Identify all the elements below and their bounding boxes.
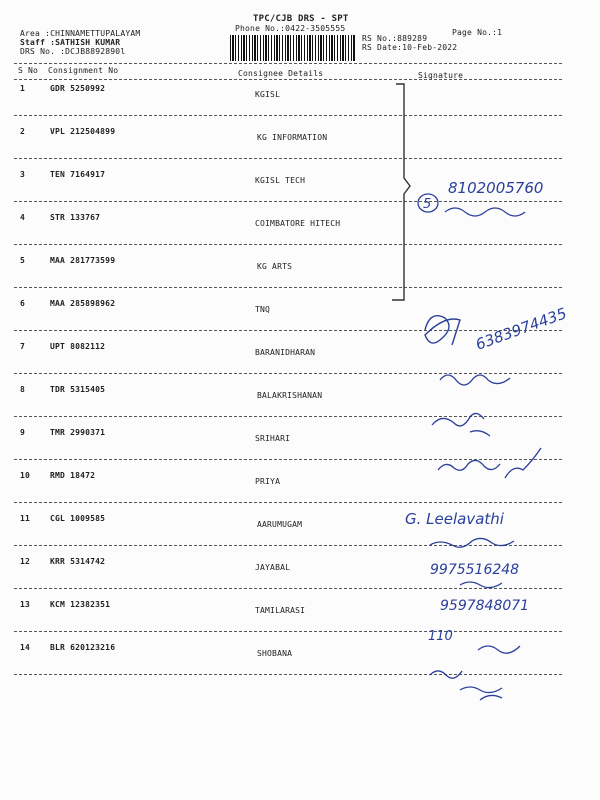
row-divider [14,158,562,159]
row-consignment-no: UPT 8082112 [50,342,106,351]
row-sno: 11 [20,514,31,523]
row-divider [14,545,562,546]
row-consignee: SRIHARI [255,434,291,443]
hw-count: 5 [423,197,432,212]
row-sno: 7 [20,342,26,351]
row-sno: 13 [20,600,31,609]
row-consignee: COIMBATORE HITECH [255,219,341,228]
doc-title: TPC/CJB DRS - SPT [253,14,349,24]
hw-phone-3: 9975516248 [430,562,520,578]
hw-phone-1: 8102005760 [448,179,544,197]
row-consignee: BARANIDHARAN [255,348,316,357]
hw-phone-2: 6383974435 [473,304,570,354]
col-consignee: Consignee Details [238,69,324,78]
row-consignment-no: CGL 1009585 [50,514,106,523]
row-consignment-no: TDR 5315405 [50,385,106,394]
row-divider [14,416,562,417]
row-consignment-no: VPL 212504899 [50,127,116,136]
row-sno: 9 [20,428,26,437]
row-divider [14,373,562,374]
row-consignment-no: MAA 281773599 [50,256,116,265]
row-divider [14,115,562,116]
row-divider [14,674,562,675]
row-consignee: PRIYA [255,477,281,486]
page-number: Page No.:1 [452,28,503,37]
row-consignment-no: GDR 5250992 [50,84,106,93]
rs-date: RS Date:10-Feb-2022 [362,43,458,52]
area-label: Area :CHINNAMETTUPALAYAM [20,29,141,38]
staff-label: Staff :SATHISH KUMAR [20,38,121,47]
row-divider [14,459,562,460]
rs-number: RS No.:889289 [362,34,428,43]
phone-number: Phone No.:0422-3505555 [235,24,346,33]
row-sno: 8 [20,385,26,394]
row-consignment-no: STR 133767 [50,213,101,222]
hw-name: G. Leelavathi [405,510,504,528]
row-sno: 6 [20,299,26,308]
signature-scribble-1 [445,208,525,216]
row-divider [14,201,562,202]
row-divider [14,631,562,632]
row-consignee: KGISL TECH [255,176,306,185]
hw-phone-4: 9597848071 [440,598,530,614]
signature-scribble-8 [460,582,502,588]
col-consignment: Consignment No [48,66,119,75]
row-sno: 10 [20,471,31,480]
signature-scribble-5 [438,460,500,470]
signature-scribble-3 [440,375,510,385]
row-consignment-no: KRR 5314742 [50,557,106,566]
col-signature: Signature [418,71,464,80]
row-sno: 4 [20,213,26,222]
circled-count [418,194,438,212]
row-consignee: BALAKRISHANAN [257,391,323,400]
row-consignee: SHOBANA [257,649,293,658]
row-consignee: KGISL [255,90,281,99]
row-sno: 14 [20,643,31,652]
row-consignee: TAMILARASI [255,606,306,615]
col-sno: S No [18,66,39,75]
drs-number: DRS No. :DCJB8892890l [20,47,126,56]
row-sno: 12 [20,557,31,566]
row-consignment-no: MAA 285898962 [50,299,116,308]
header-rule-top [14,63,562,64]
hw-number: 110 [428,629,453,644]
barcode [230,35,355,61]
signature-scribble-9 [430,646,520,700]
row-divider [14,502,562,503]
row-consignee: AARUMUGAM [257,520,303,529]
row-divider [14,287,562,288]
row-consignee: KG INFORMATION [257,133,328,142]
row-consignee: KG ARTS [257,262,293,271]
bracket-mark [392,84,410,300]
row-consignee: JAYABAL [255,563,291,572]
row-sno: 2 [20,127,26,136]
row-divider [14,330,562,331]
row-consignment-no: RMD 18472 [50,471,96,480]
row-sno: 5 [20,256,26,265]
row-consignment-no: TMR 2990371 [50,428,106,437]
row-consignment-no: BLR 620123216 [50,643,116,652]
row-consignment-no: KCM 12382351 [50,600,111,609]
row-divider [14,244,562,245]
row-consignment-no: TEN 7164917 [50,170,106,179]
row-divider [14,588,562,589]
row-consignee: TNQ [255,305,271,314]
row-sno: 1 [20,84,26,93]
row-sno: 3 [20,170,26,179]
header-rule-bottom [14,79,562,80]
signature-scribble-6 [505,448,541,478]
